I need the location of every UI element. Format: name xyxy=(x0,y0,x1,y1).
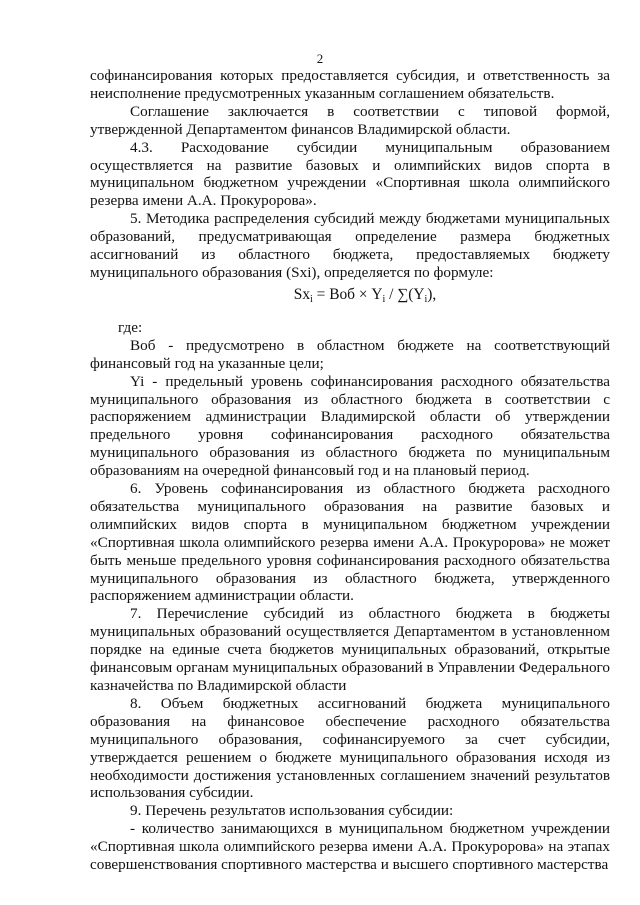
paragraph-9: 9. Перечень результатов использования субсидии: xyxy=(130,802,454,820)
paragraph-4-3: 4.3. Расходование субсидии муниципальным образованием осуществляется на развитие базовых и олимпийских видов спорта в муниципальном бюджетном учреждении «Спортивная школа олимпийского резерва имени А.А. Прокуророва». xyxy=(90,138,610,210)
paragraph-8: 8. Объем бюджетных ассигнований бюджета муниципального образования на финансовое обеспечение расходного обязательства муниципального образования, софинансируемого за счет субсидии, утверждается решением о бюджете муниципального образования исходя из необходимости достижения установленных соглашением значений результатов использования субсидии. xyxy=(90,694,610,802)
page-number: 2 xyxy=(316,51,324,66)
formula-middle-subscript: i xyxy=(382,293,386,305)
paragraph-7: 7. Перечисление субсидий из областного бюджета в бюджеты муниципальных образований осуществляется Департаментом в установленном порядке на единые счета бюджетов муниципальных образований, открытые финансовым органам муниципальных образований в Управлении Федерального казначейства по Владимирской области xyxy=(90,605,610,694)
formula-end: ), xyxy=(427,285,437,303)
paragraph-9-item: - количество занимающихся в муниципальном бюджетном учреждении «Спортивная школа олимпийского резерва имени А.А. Прокуророва» на этапах совершенствования спортивного мастерства и высшего спортивного мастерства xyxy=(90,820,610,874)
distribution-formula xyxy=(90,284,610,311)
paragraph-agreement: Соглашение заключается в соответствии с типовой формой, утвержденной Департаментом финансов Владимирской области. xyxy=(90,102,610,138)
formula-sum-subscript: i xyxy=(424,293,428,305)
formula-sum: / ∑(Y xyxy=(385,285,425,303)
paragraph-continuation: софинансирования которых предоставляется субсидия, и ответственность за неисполнение предусмотренных указанным соглашением обязательств. xyxy=(90,67,610,102)
formula-left-subscript: i xyxy=(310,293,313,305)
definition-vob: Воб - предусмотрено в областном бюджете на соответствующий финансовый год на указанные цели; xyxy=(90,336,610,372)
paragraph-6: 6. Уровень софинансирования из областного бюджета расходного обязательства муниципального образования на развитие базовых и олимпийских видов спорта в муниципальном бюджетном учреждении «Спортивная школа олимпийского резерва имени А.А. Прокуророва» не может быть меньше предельного уровня софинансирования расходного обязательства муниципального образования из областного бюджета, утвержденного распоряжением администрации области. xyxy=(90,480,610,605)
paragraph-5-methodology: 5. Методика распределения субсидий между бюджетами муниципальных образований, предусматривающая определение размера бюджетных ассигнований из областного бюджета, предоставляемых бюджету муниципального образования (Sxi), определяется по формуле: xyxy=(90,210,610,281)
document-body xyxy=(90,67,610,874)
formula-left: Sx xyxy=(293,285,311,303)
formula-middle: = Воб × Y xyxy=(312,285,383,303)
definition-yi: Yi - предельный уровень софинансирования расходного обязательства муниципального образования из областного бюджета в соответствии с распоряжением администрации Владимирской области об утверждении предельного уровня софинансирования расходного обязательства муниципального образования из областного бюджета по муниципальным образованиям на очередной финансовый год и на плановый период. xyxy=(90,372,610,480)
formula-where-label: где: xyxy=(118,318,143,336)
